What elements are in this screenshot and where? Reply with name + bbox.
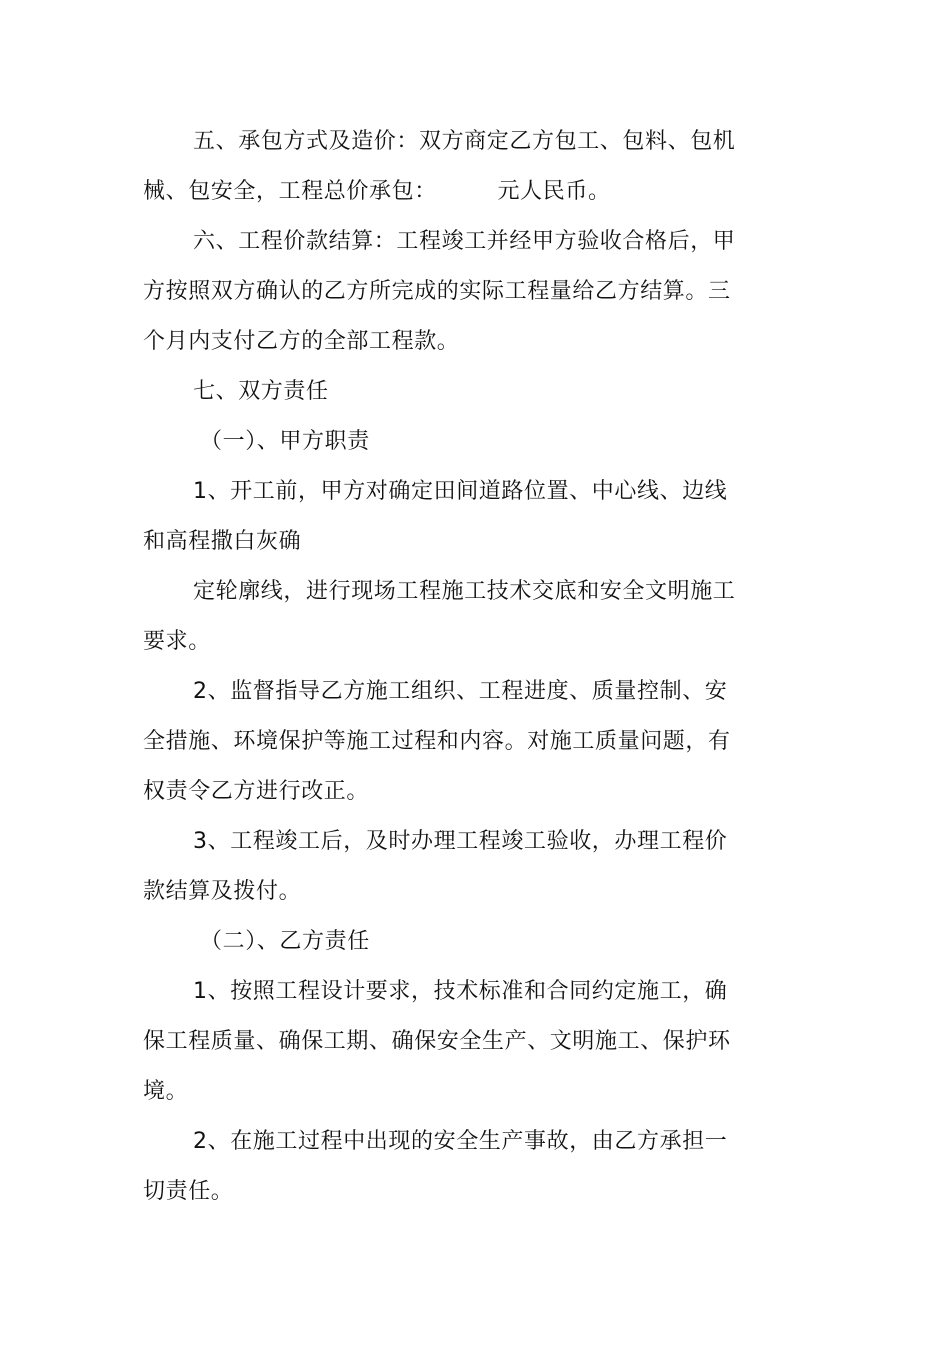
clause-6-line-3: 个月内支付乙方的全部工程款。 xyxy=(143,329,460,354)
clause-5-line-2: 械、包安全，工程总价承包： 元人民币。 xyxy=(143,179,611,204)
party-a-item-1-line-2: 和高程撒白灰确 xyxy=(143,529,302,554)
clause-6-line-2: 方按照双方确认的乙方所完成的实际工程量给乙方结算。三 xyxy=(143,279,731,304)
clause-7-heading: 七、双方责任 xyxy=(193,379,329,404)
party-a-item-3-line-2: 款结算及拨付。 xyxy=(143,879,302,904)
party-a-item-3-line-1: 3、工程竣工后，及时办理工程竣工验收，办理工程价 xyxy=(193,829,728,854)
party-a-item-1-line-4: 要求。 xyxy=(143,629,211,654)
party-b-item-1-line-2: 保工程质量、确保工期、确保安全生产、文明施工、保护环 xyxy=(143,1029,731,1054)
party-b-item-1-line-1: 1、按照工程设计要求，技术标准和合同约定施工，确 xyxy=(193,979,728,1004)
party-a-item-1-line-1: 1、开工前，甲方对确定田间道路位置、中心线、边线 xyxy=(193,479,728,504)
clause-6-line-1: 六、工程价款结算：工程竣工并经甲方验收合格后，甲 xyxy=(193,229,736,254)
party-b-heading: （二）、乙方责任 xyxy=(200,929,370,954)
party-a-item-1-line-3: 定轮廓线，进行现场工程施工技术交底和安全文明施工 xyxy=(193,579,736,604)
party-b-item-1-line-3: 境。 xyxy=(143,1079,189,1104)
party-a-heading: （一）、甲方职责 xyxy=(200,429,370,454)
party-a-item-2-line-3: 权责令乙方进行改正。 xyxy=(143,779,370,804)
clause-5-line-1: 五、承包方式及造价：双方商定乙方包工、包料、包机 xyxy=(193,129,736,154)
party-a-item-2-line-2: 全措施、环境保护等施工过程和内容。对施工质量问题，有 xyxy=(143,729,731,754)
party-b-item-2-line-2: 切责任。 xyxy=(143,1179,234,1204)
party-a-item-2-line-1: 2、监督指导乙方施工组织、工程进度、质量控制、安 xyxy=(193,679,728,704)
party-b-item-2-line-1: 2、在施工过程中出现的安全生产事故，由乙方承担一 xyxy=(193,1129,728,1154)
